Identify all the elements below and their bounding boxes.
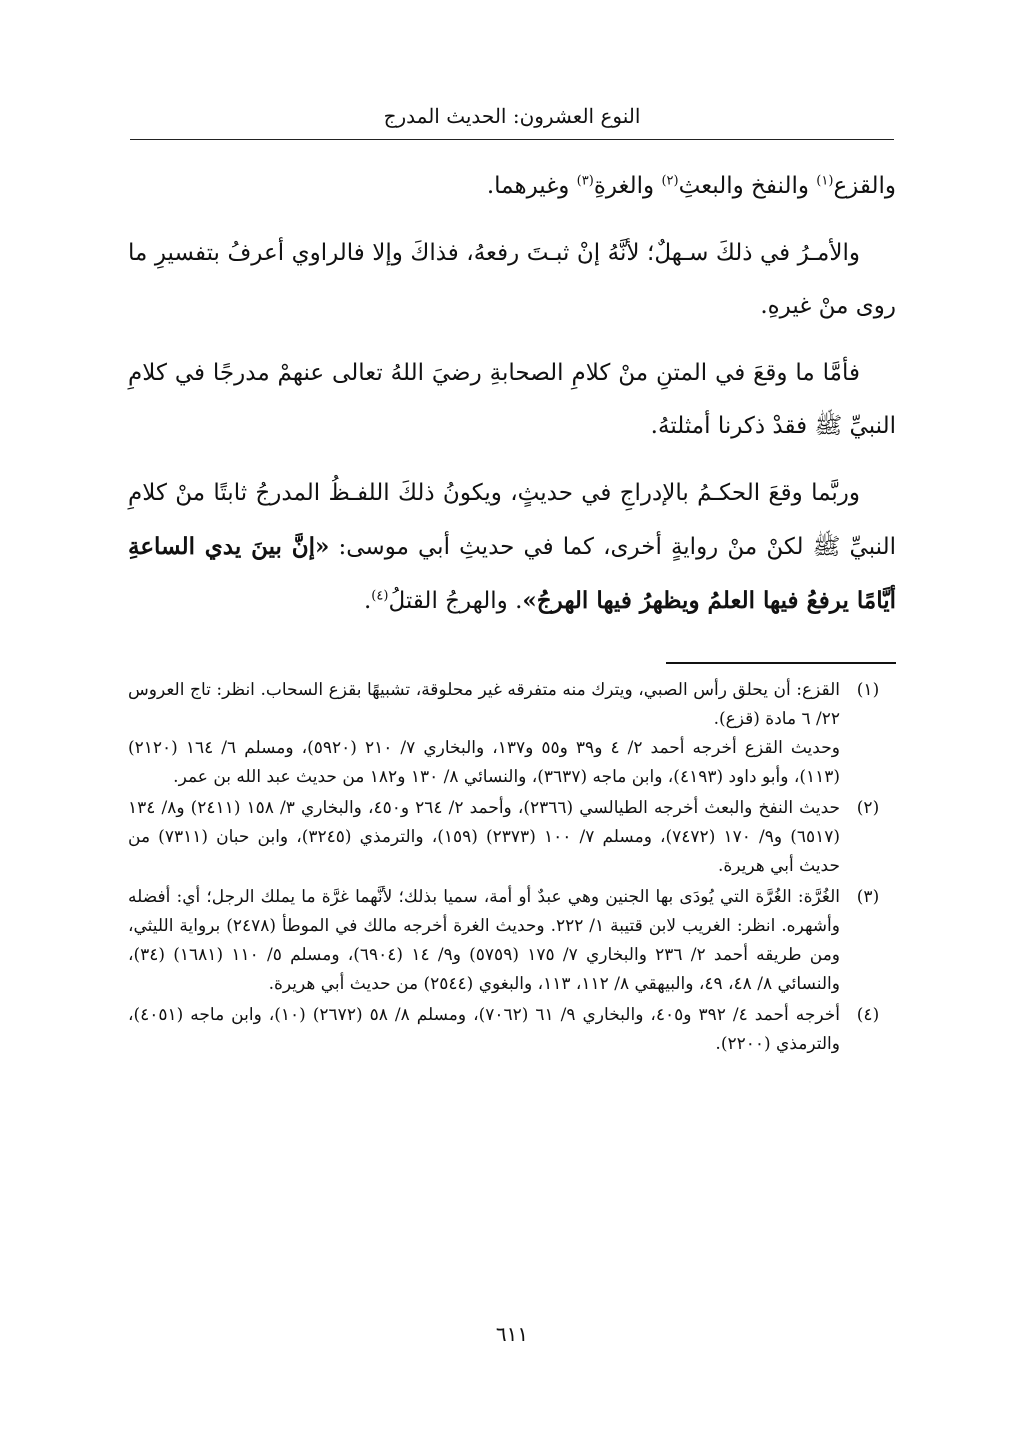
paragraph-2: والأمـرُ في ذلكَ سـهلٌ؛ لأنَّهُ إنْ ثبـتَ رفعهُ، فذاكَ وإلا فالراوي أعرفُ بتفسيرِ ما روى منْ غيرهِ. [128,240,896,319]
footnote-body [128,883,840,999]
header-rule [130,139,894,140]
footnote-line: أخرجه أحمد ٤/ ٣٩٢ و٤٠٥، والبخاري ٩/ ٦١ (٧٠٦٢)، ومسلم ٨/ ٥٨ (٢٦٧٢) (١٠)، وابن ماجه (٤٠٥١)، والترمذي (٢٢٠٠). [128,1005,840,1054]
paragraph-4: وربَّما وقعَ الحكـمُ بالإدراجِ في حديثٍ، ويكونُ ذلكَ اللفـظُ المدرجُ ثابتًا منْ كلامِ النبيِّ ﷺ لكنْ منْ روايةٍ أخرى، كما في حديثِ أبي موسى: «إنَّ بينَ يدي الساعةِ أيَّامًا يرفعُ فيها العلمُ ويظهرُ فيها الهرجُ». والهرجُ القتلُ$^{(٤)}$. [128,480,897,614]
hadith-quote: «إنَّ بينَ يدي الساعةِ أيَّامًا يرفعُ فيها العلمُ ويظهرُ فيها الهرجُ» [128,533,896,614]
footnote-4 [128,1001,896,1059]
footnote-line: القزع: أن يحلق رأس الصبي، ويترك منه متفرقه غير محلوقة، تشبيهًا بقزع السحاب. انظر: تاج العروس ٢٢/ ٦ مادة (قزع). [128,680,840,729]
footnote-2 [128,794,896,881]
paragraph-3: فأمَّا ما وقعَ في المتنِ منْ كلامِ الصحابةِ رضيَ اللهُ تعالى عنهمْ مدرجًا في كلامِ النبيِّ ﷺ فقدْ ذكرنا أمثلتهُ. [128,360,896,439]
main-text [128,160,896,628]
footnote-line: الغُرَّة: الغُرَّة التي يُودَى بها الجنين وهي عبدٌ أو أمة، سميا بذلك؛ لأنَّهما غرَّة ما يملك الرجل؛ أي: أفضله وأشهره. انظر: الغريب لابن قتيبة ١/ ٢٢٢. وحديث الغرة أخرجه مالك في الموطأ (٢٤٧٨) برواية الليثي، ومن طريقه أحمد ٢/ ٢٣٦ والبخاري ٧/ ١٧٥ (٥٧٥٩) و٩/ ١٤ (٦٩٠٤)، ومسلم ٥/ ١١٠ (١٦٨١) (٣٤)، والنسائي ٨/ ٤٨، ٤٩، والبيهقي ٨/ ١١٢، ١١٣، والبغوي (٢٥٤٤) من حديث أبي هريرة. [128,887,841,994]
footnote-separator [666,662,896,664]
footnote-1 [128,676,896,792]
footnote-number: (٢) [856,798,880,818]
footnote-ref-2[interactable]: (٢) [661,173,679,189]
running-head: النوع العشرون: الحديث المدرج [383,104,641,128]
footnote-body [128,676,840,792]
page-number: ٦١١ [495,1322,529,1346]
footnote-ref-4[interactable]: (٤) [371,588,389,604]
footnotes [128,676,896,1061]
footnote-body [128,794,840,881]
footnote-3 [128,883,896,999]
footnote-line: حديث النفخ والبعث أخرجه الطيالسي (٢٣٦٦)، وأحمد ٢/ ٢٦٤ و٤٥٠، والبخاري ٣/ ١٥٨ (٢٤١١) و٨/ ١٣٤ (٦٥١٧) و٩/ ١٧٠ (٧٤٧٢)، ومسلم ٧/ ١٠٠ (٢٣٧٣) (١٥٩)، والترمذي (٣٢٤٥)، وابن حبان (٧٣١١) من حديث أبي هريرة. [128,798,841,876]
footnote-ref-1[interactable]: (١) [816,173,834,189]
paragraph-1: والقزع$^{(١)}$ والنفخ والبعثِ$^{(٢)}$ والغرةِ$^{(٣)}$ وغيرهما. [486,173,896,199]
footnote-number: (١) [856,680,880,700]
footnote-ref-3[interactable]: (٣) [576,173,594,189]
footnote-body [128,1001,840,1059]
footnote-line: وحديث القزع أخرجه أحمد ٢/ ٤ و٣٩ و٥٥ و١٣٧، والبخاري ٧/ ٢١٠ (٥٩٢٠)، ومسلم ٦/ ١٦٤ (٢١٢٠) (١١٣)، وأبو داود (٤١٩٣)، وابن ماجه (٣٦٣٧)، والنسائي ٨/ ١٣٠ و١٨٢ من حديث عبد الله بن عمر. [128,738,840,787]
footnote-number: (٣) [856,887,880,907]
footnote-number: (٤) [856,1005,880,1025]
